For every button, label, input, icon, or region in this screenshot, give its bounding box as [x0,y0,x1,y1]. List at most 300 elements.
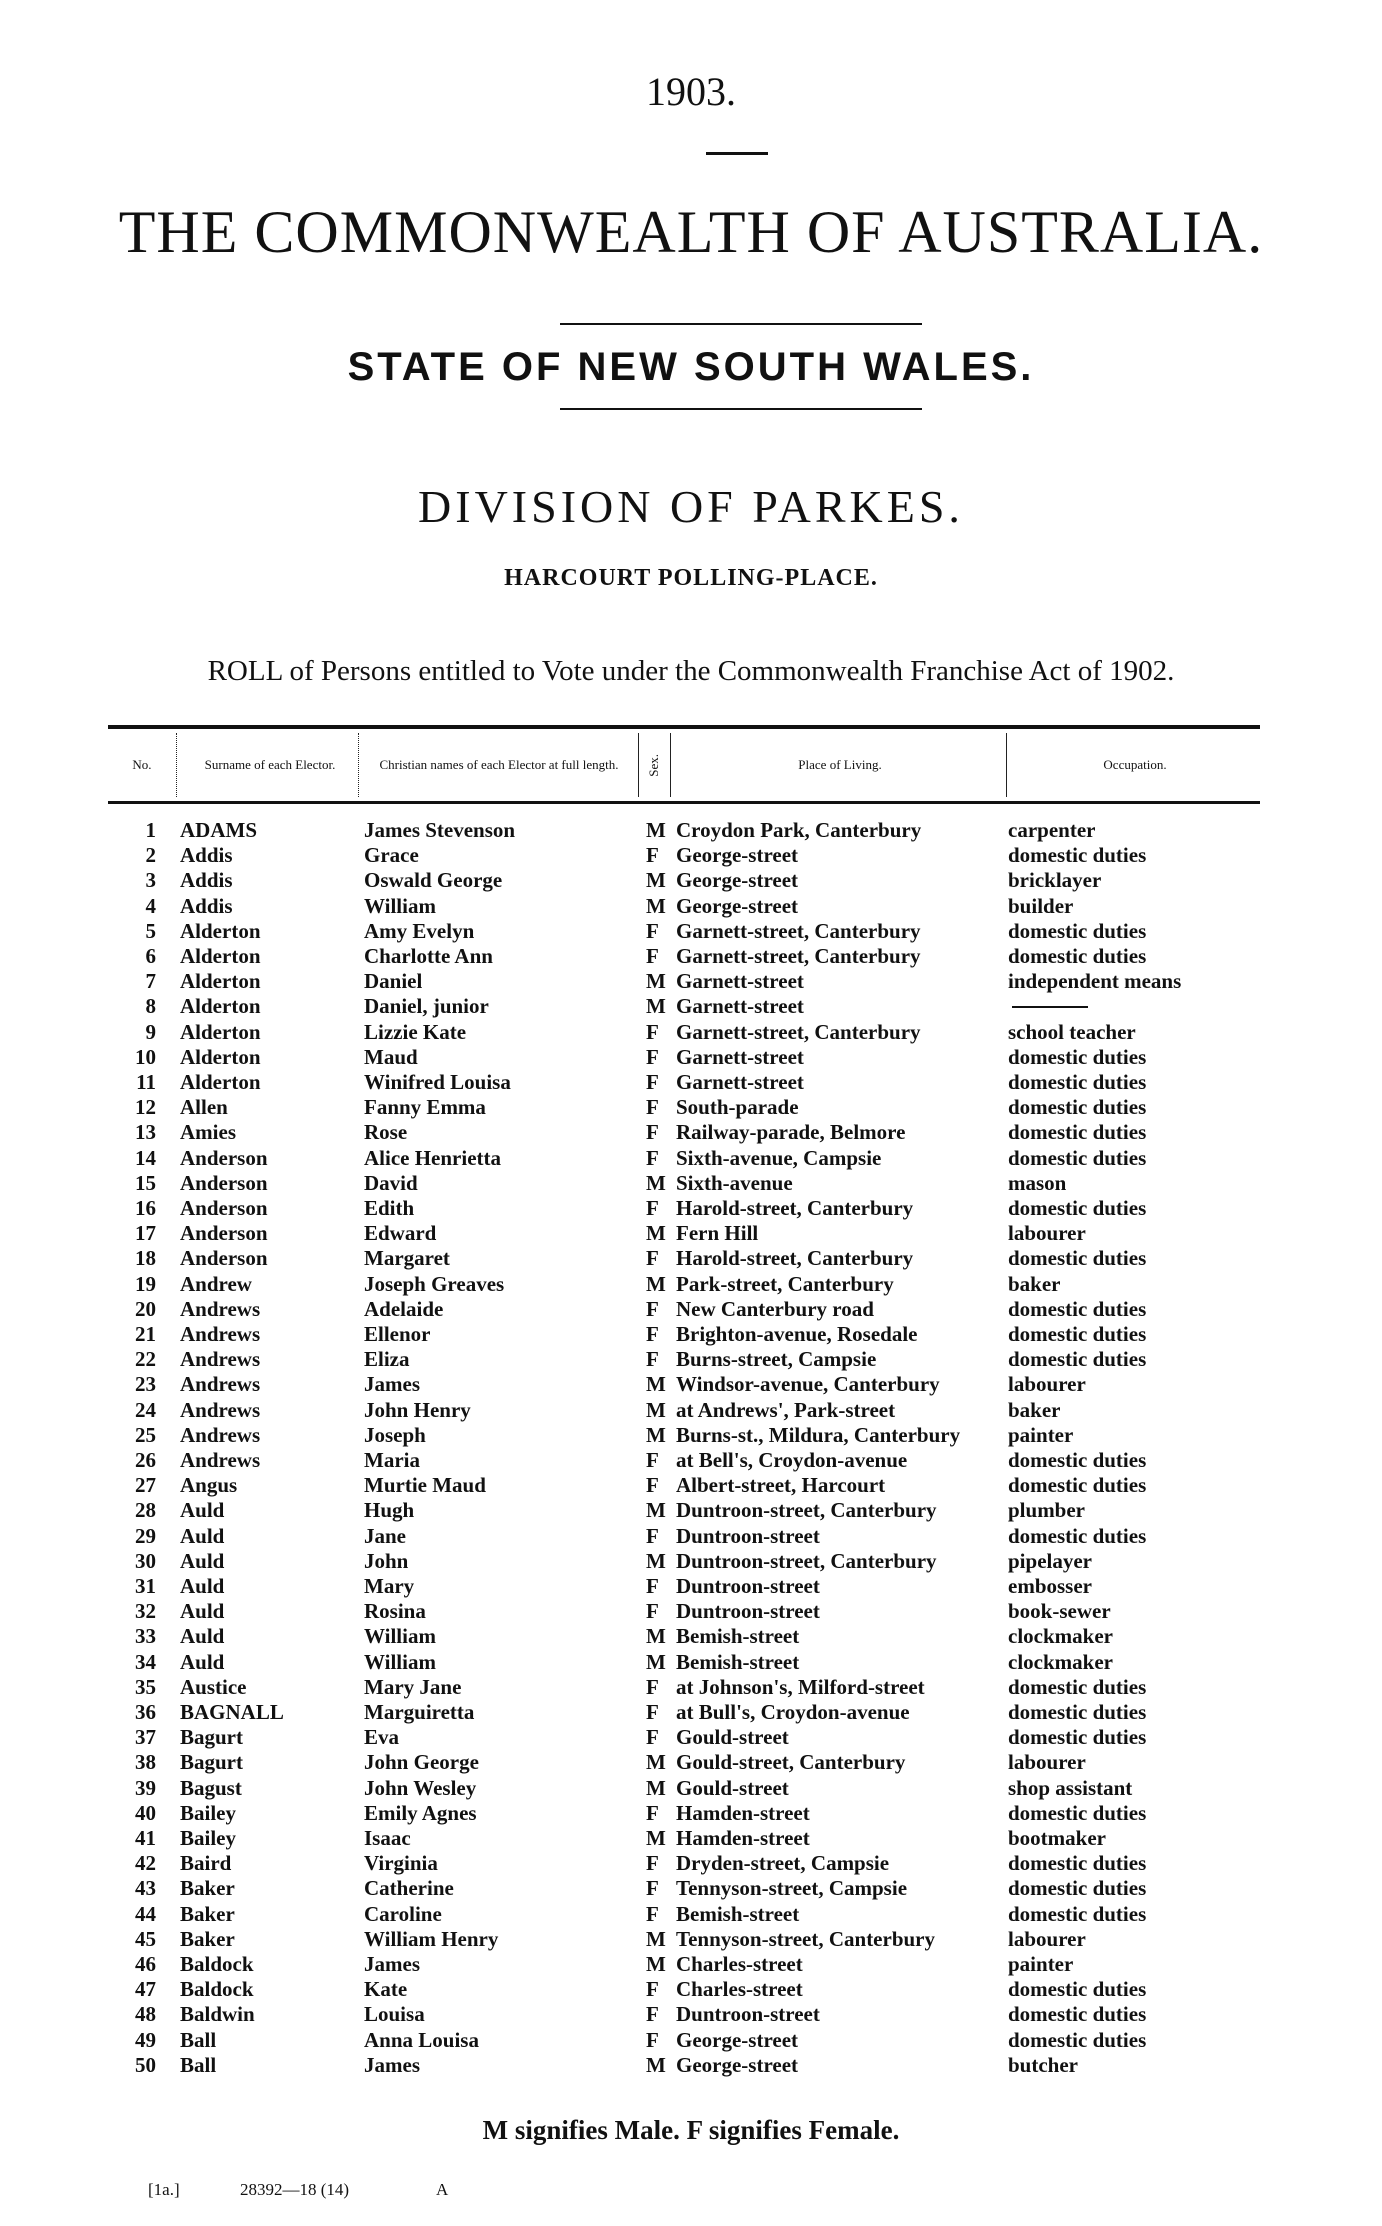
table-row [0,1524,1382,1549]
surname: Alderton [180,969,261,994]
christian-names: Charlotte Ann [364,944,493,968]
place-of-living: Duntroon-street [676,2002,820,2027]
roll-caption: ROLL of Persons entitled to Vote under the Commonwealth Franchise Act of 1902. [207,655,1175,687]
sex: F [646,1070,659,1094]
entry-number: 10 [135,1044,156,1069]
entry-number: 25 [135,1422,156,1447]
table-row [0,1473,1382,1498]
entry-number: 36 [135,1700,156,1724]
place-of-living: Duntroon-street, Canterbury [676,1498,937,1523]
place-of-living: Duntroon-street [676,1599,820,1624]
occupation: domestic duties [1008,918,1147,943]
occupation: baker [1008,1271,1061,1296]
entry-number: 29 [135,1523,156,1548]
place-of-living: Bemish-street [676,1624,800,1649]
surname: Anderson [180,1221,268,1246]
christian-names: William [364,1649,436,1674]
place-of-living: Duntroon-street [676,1574,820,1598]
surname: Alderton [180,918,261,943]
table-row [0,1045,1382,1070]
christian-names: Rose [364,1120,408,1145]
entry-number: 20 [135,1296,156,1321]
place-of-living: Hamden-street [676,1800,810,1825]
year: 1903. [646,69,736,114]
place-of-living: Charles-street [676,1977,803,2002]
entry-number: 7 [145,969,156,994]
occupation: carpenter [1008,818,1096,842]
place-of-living: Tennyson-street, Canterbury [676,1926,936,1951]
sex: M [646,1498,666,1523]
table-row [0,1675,1382,1700]
col-christian-names: Christian names of each Elector at full length. [379,757,619,772]
table-row [0,2002,1382,2027]
surname: Austice [180,1674,247,1699]
entry-number: 11 [136,1070,156,1094]
sex: F [646,944,659,968]
sex: M [646,1221,666,1246]
sex: F [646,2002,659,2027]
col-sex [640,729,668,801]
surname: Andrews [180,1372,261,1397]
place-of-living: Garnett-street [676,994,804,1019]
surname: Addis [180,868,233,893]
place-of-living: Bemish-street [676,1901,800,1926]
occupation: domestic duties [1008,1095,1147,1120]
entry-number: 39 [135,1775,156,1800]
occupation: builder [1008,893,1074,918]
table-row [0,2053,1382,2078]
surname: Ball [180,2027,217,2052]
surname: Baker [180,1876,235,1901]
occupation: independent means [1008,969,1182,994]
occupation: domestic duties [1008,944,1147,968]
sex: M [646,1548,666,1573]
state-title: STATE OF NEW SOUTH WALES. [347,345,1035,389]
surname: Andrews [180,1448,261,1472]
sex: F [646,1044,659,1069]
surname: Amies [180,1120,236,1145]
place-of-living: Gould-street [676,1775,789,1800]
job-number: 28392—18 (14) [240,2180,350,2199]
place-of-living: Harold-street, Canterbury [676,1246,914,1271]
surname: Baker [180,1901,235,1926]
occupation: labourer [1008,1372,1086,1397]
occupation: painter [1008,1422,1074,1447]
place-of-living: George-street [676,2027,799,2052]
occupation: clockmaker [1008,1649,1113,1674]
christian-names: Murtie Maud [364,1473,486,1498]
entry-number: 50 [135,2052,156,2077]
christian-names: Maud [364,1044,418,1069]
christian-names: James [364,1372,420,1397]
occupation: domestic duties [1008,1246,1147,1271]
place-of-living: George-street [676,843,799,868]
sex: F [646,1145,659,1170]
sex: F [646,918,659,943]
col-divider [1006,733,1007,797]
occupation: shop assistant [1008,1775,1133,1800]
sex: M [646,818,666,842]
table-row [0,1876,1382,1901]
place-of-living: at Johnson's, Milford-street [676,1674,925,1699]
sex: M [646,1271,666,1296]
sex: F [646,1246,659,1271]
christian-names: Hugh [364,1498,415,1523]
table-row [0,1977,1382,2002]
sex: M [646,969,666,994]
surname: ADAMS [180,818,257,842]
occupation: domestic duties [1008,1876,1147,1901]
place-of-living: Windsor-avenue, Canterbury [676,1372,940,1397]
table-row [0,1146,1382,1171]
surname: Auld [180,1498,225,1523]
surname: Baker [180,1926,235,1951]
place-of-living: Sixth-avenue, Campsie [676,1145,882,1170]
entry-number: 38 [135,1750,156,1775]
sex: M [646,868,666,893]
surname: Anderson [180,1145,268,1170]
col-divider [670,733,671,797]
christian-names: Jane [364,1523,406,1548]
christian-names: Eva [364,1725,400,1750]
occupation: domestic duties [1008,1120,1147,1145]
col-occupation: Occupation. [1103,757,1167,772]
table-row [0,843,1382,868]
sex: F [646,1574,659,1598]
occupation: book-sewer [1008,1599,1111,1624]
table-row [0,1171,1382,1196]
sex: F [646,1599,659,1624]
entry-number: 21 [135,1322,156,1346]
christian-names: Amy Evelyn [364,918,475,943]
entry-number: 33 [135,1624,156,1649]
place-of-living: Sixth-avenue [676,1170,793,1195]
place-of-living: Burns-street, Campsie [676,1347,877,1372]
occupation: domestic duties [1008,1448,1147,1472]
occupation: embosser [1008,1574,1092,1598]
surname: Andrews [180,1347,261,1372]
entry-number: 13 [135,1120,156,1145]
place-of-living: Park-street, Canterbury [676,1271,894,1296]
col-divider [638,733,639,797]
entry-number: 30 [135,1548,156,1573]
table-row [0,1952,1382,1977]
occupation: domestic duties [1008,1800,1147,1825]
occupation: domestic duties [1008,1700,1147,1724]
place-of-living: Gould-street, Canterbury [676,1750,906,1775]
entry-number: 28 [135,1498,156,1523]
surname: Andrews [180,1422,261,1447]
entry-number: 8 [145,994,156,1019]
surname: BAGNALL [180,1700,284,1724]
occupation: domestic duties [1008,1523,1147,1548]
entry-number: 14 [135,1145,156,1170]
surname: Alderton [180,1019,261,1044]
sex: M [646,2052,666,2077]
occupation: domestic duties [1008,1196,1147,1220]
occupation: domestic duties [1008,1070,1147,1094]
table-row [0,919,1382,944]
table-row [0,1095,1382,1120]
sex: M [646,994,666,1019]
surname: Angus [180,1473,238,1498]
christian-names: Anna Louisa [364,2027,479,2052]
christian-names: Daniel [364,969,423,994]
surname: Allen [180,1095,228,1120]
surname: Auld [180,1548,225,1573]
place-of-living: Burns-st., Mildura, Canterbury [676,1422,961,1447]
table-row [0,1272,1382,1297]
surname: Baldwin [180,2002,255,2027]
surname: Auld [180,1599,225,1624]
col-surname: Surname of each Elector. [204,757,336,772]
sex: F [646,1700,659,1724]
christian-names: Mary Jane [364,1674,462,1699]
occupation: bricklayer [1008,868,1102,893]
christian-names: John Henry [364,1397,471,1422]
surname: Bagurt [180,1750,243,1775]
entry-number: 40 [135,1800,156,1825]
entry-number: 31 [135,1574,156,1598]
sex: F [646,1901,659,1926]
division-title: DIVISION OF PARKES. [418,481,964,532]
christian-names: Marguiretta [364,1700,475,1724]
sex: M [646,1649,666,1674]
table-row [0,1851,1382,1876]
surname: Bailey [180,1800,236,1825]
table-row [0,1120,1382,1145]
table-row [0,1725,1382,1750]
occupation: painter [1008,1952,1074,1976]
main-title: THE COMMONWEALTH OF AUSTRALIA. [118,199,1264,265]
table-row [0,1423,1382,1448]
christian-names: Oswald George [364,868,503,893]
table-row [0,1927,1382,1952]
table-row [0,1549,1382,1574]
entry-number: 24 [135,1397,156,1422]
table-row [0,1574,1382,1599]
entry-number: 37 [135,1725,156,1750]
entry-number: 3 [145,868,156,893]
year-rule [706,152,768,155]
entry-number: 1 [145,818,156,842]
sex: F [646,1876,659,1901]
occupation: domestic duties [1008,1322,1147,1346]
christian-names: Louisa [364,2002,425,2027]
sex: F [646,1448,659,1472]
table-row [0,1221,1382,1246]
christian-names: Kate [364,1977,408,2002]
table-header [108,725,1260,804]
sex: F [646,1296,659,1321]
state-rule [560,408,922,410]
occupation: domestic duties [1008,1674,1147,1699]
sex: F [646,1523,659,1548]
surname: Anderson [180,1246,268,1271]
place-of-living: Hamden-street [676,1826,810,1850]
occupation: domestic duties [1008,1296,1147,1321]
sheet-letter: A [436,2180,449,2199]
entry-number: 44 [135,1901,156,1926]
sex: F [646,1725,659,1750]
occupation: domestic duties [1008,1851,1147,1876]
table-row [0,2028,1382,2053]
table-row [0,969,1382,994]
entry-number: 4 [145,893,156,918]
occupation: domestic duties [1008,2027,1147,2052]
christian-names: Lizzie Kate [364,1019,467,1044]
place-of-living: Garnett-street [676,1044,804,1069]
sex: M [646,1926,666,1951]
entry-number: 5 [145,918,156,943]
place-of-living: at Andrews', Park-street [676,1397,896,1422]
col-place: Place of Living. [798,757,882,772]
entry-number: 12 [135,1095,156,1120]
surname: Auld [180,1649,225,1674]
table-row [0,1020,1382,1045]
occupation: domestic duties [1008,1145,1147,1170]
sex: M [646,1826,666,1850]
place-of-living: Garnett-street, Canterbury [676,944,921,968]
table-row [0,1624,1382,1649]
christian-names: Isaac [364,1826,411,1850]
place-of-living: Tennyson-street, Campsie [676,1876,908,1901]
christian-names: Fanny Emma [364,1095,486,1120]
occupation: labourer [1008,1750,1086,1775]
place-of-living: at Bell's, Croydon-avenue [676,1448,908,1472]
surname: Bagurt [180,1725,243,1750]
surname: Addis [180,893,233,918]
christian-names: David [364,1170,418,1195]
col-sex-label: Sex. [646,753,661,777]
printer-code: [1a.] [148,2180,180,2199]
entry-number: 6 [145,944,156,968]
sex: F [646,1095,659,1120]
table-row [0,1297,1382,1322]
place-of-living: George-street [676,893,799,918]
table-row [0,1750,1382,1775]
surname: Alderton [180,994,261,1019]
entry-number: 23 [135,1372,156,1397]
occupation: labourer [1008,1221,1086,1246]
surname: Baldock [180,1952,254,1976]
place-of-living: Garnett-street [676,1070,804,1094]
occupation: domestic duties [1008,1044,1147,1069]
sex: M [646,1422,666,1447]
sex-legend: M signifies Male. F signifies Female. [482,2115,900,2145]
entry-number: 17 [135,1221,156,1246]
surname: Alderton [180,944,261,968]
sex: M [646,1372,666,1397]
entry-number: 19 [135,1271,156,1296]
christian-names: Maria [364,1448,420,1472]
occupation: domestic duties [1008,2002,1147,2027]
col-divider [358,733,359,797]
sex: F [646,1473,659,1498]
surname: Anderson [180,1196,268,1220]
occupation: domestic duties [1008,1725,1147,1750]
table-row [0,1700,1382,1725]
christian-names: Adelaide [364,1296,444,1321]
table-row [0,944,1382,969]
table-row [0,1246,1382,1271]
christian-names: John [364,1548,409,1573]
christian-names: Caroline [364,1901,442,1926]
christian-names: James [364,1952,420,1976]
christian-names: Mary [364,1574,415,1598]
sex: M [646,1397,666,1422]
entry-number: 45 [135,1926,156,1951]
place-of-living: Duntroon-street, Canterbury [676,1548,937,1573]
occupation: domestic duties [1008,1901,1147,1926]
sex: F [646,1800,659,1825]
table-row [0,1498,1382,1523]
sex: F [646,1196,659,1220]
title-rule [560,323,922,325]
surname: Auld [180,1574,225,1598]
occupation: bootmaker [1008,1826,1106,1850]
place-of-living: Charles-street [676,1952,803,1976]
place-of-living: Gould-street [676,1725,789,1750]
sex: F [646,843,659,868]
table-row [0,1599,1382,1624]
sex: M [646,1775,666,1800]
place-of-living: at Bull's, Croydon-avenue [676,1700,910,1724]
surname: Bagust [180,1775,242,1800]
christian-names: Grace [364,843,419,868]
surname: Baldock [180,1977,254,2002]
occupation: mason [1008,1170,1067,1195]
surname: Andrew [180,1271,252,1296]
table-row [0,1448,1382,1473]
surname: Alderton [180,1070,261,1094]
entry-number: 27 [135,1473,156,1498]
christian-names: Margaret [364,1246,450,1271]
occupation: pipelayer [1008,1548,1092,1573]
table-row [0,1347,1382,1372]
place-of-living: New Canterbury road [676,1296,874,1321]
christian-names: John George [364,1750,479,1775]
place-of-living: Garnett-street [676,969,804,994]
sex: F [646,2027,659,2052]
surname: Andrews [180,1296,261,1321]
table-row [0,894,1382,919]
table-row [0,1322,1382,1347]
entry-number: 16 [135,1196,156,1220]
place-of-living: Croydon Park, Canterbury [676,818,922,842]
sex: F [646,1851,659,1876]
table-row [0,1902,1382,1927]
surname: Addis [180,843,233,868]
christian-names: John Wesley [364,1775,477,1800]
sex: F [646,1120,659,1145]
entry-number: 22 [135,1347,156,1372]
place-of-living: South-parade [676,1095,799,1120]
polling-place: HARCOURT POLLING-PLACE. [504,565,878,591]
christian-names: Edith [364,1196,415,1220]
place-of-living: Albert-street, Harcourt [676,1473,886,1498]
table-row [0,818,1382,843]
surname: Alderton [180,1044,261,1069]
place-of-living: Dryden-street, Campsie [676,1851,890,1876]
christian-names: Daniel, junior [364,994,489,1019]
entry-number: 34 [135,1649,156,1674]
entry-number: 32 [135,1599,156,1624]
christian-names: Alice Henrietta [364,1145,502,1170]
occupation: domestic duties [1008,1347,1147,1372]
christian-names: James [364,2052,420,2077]
christian-names: Eliza [364,1347,410,1372]
